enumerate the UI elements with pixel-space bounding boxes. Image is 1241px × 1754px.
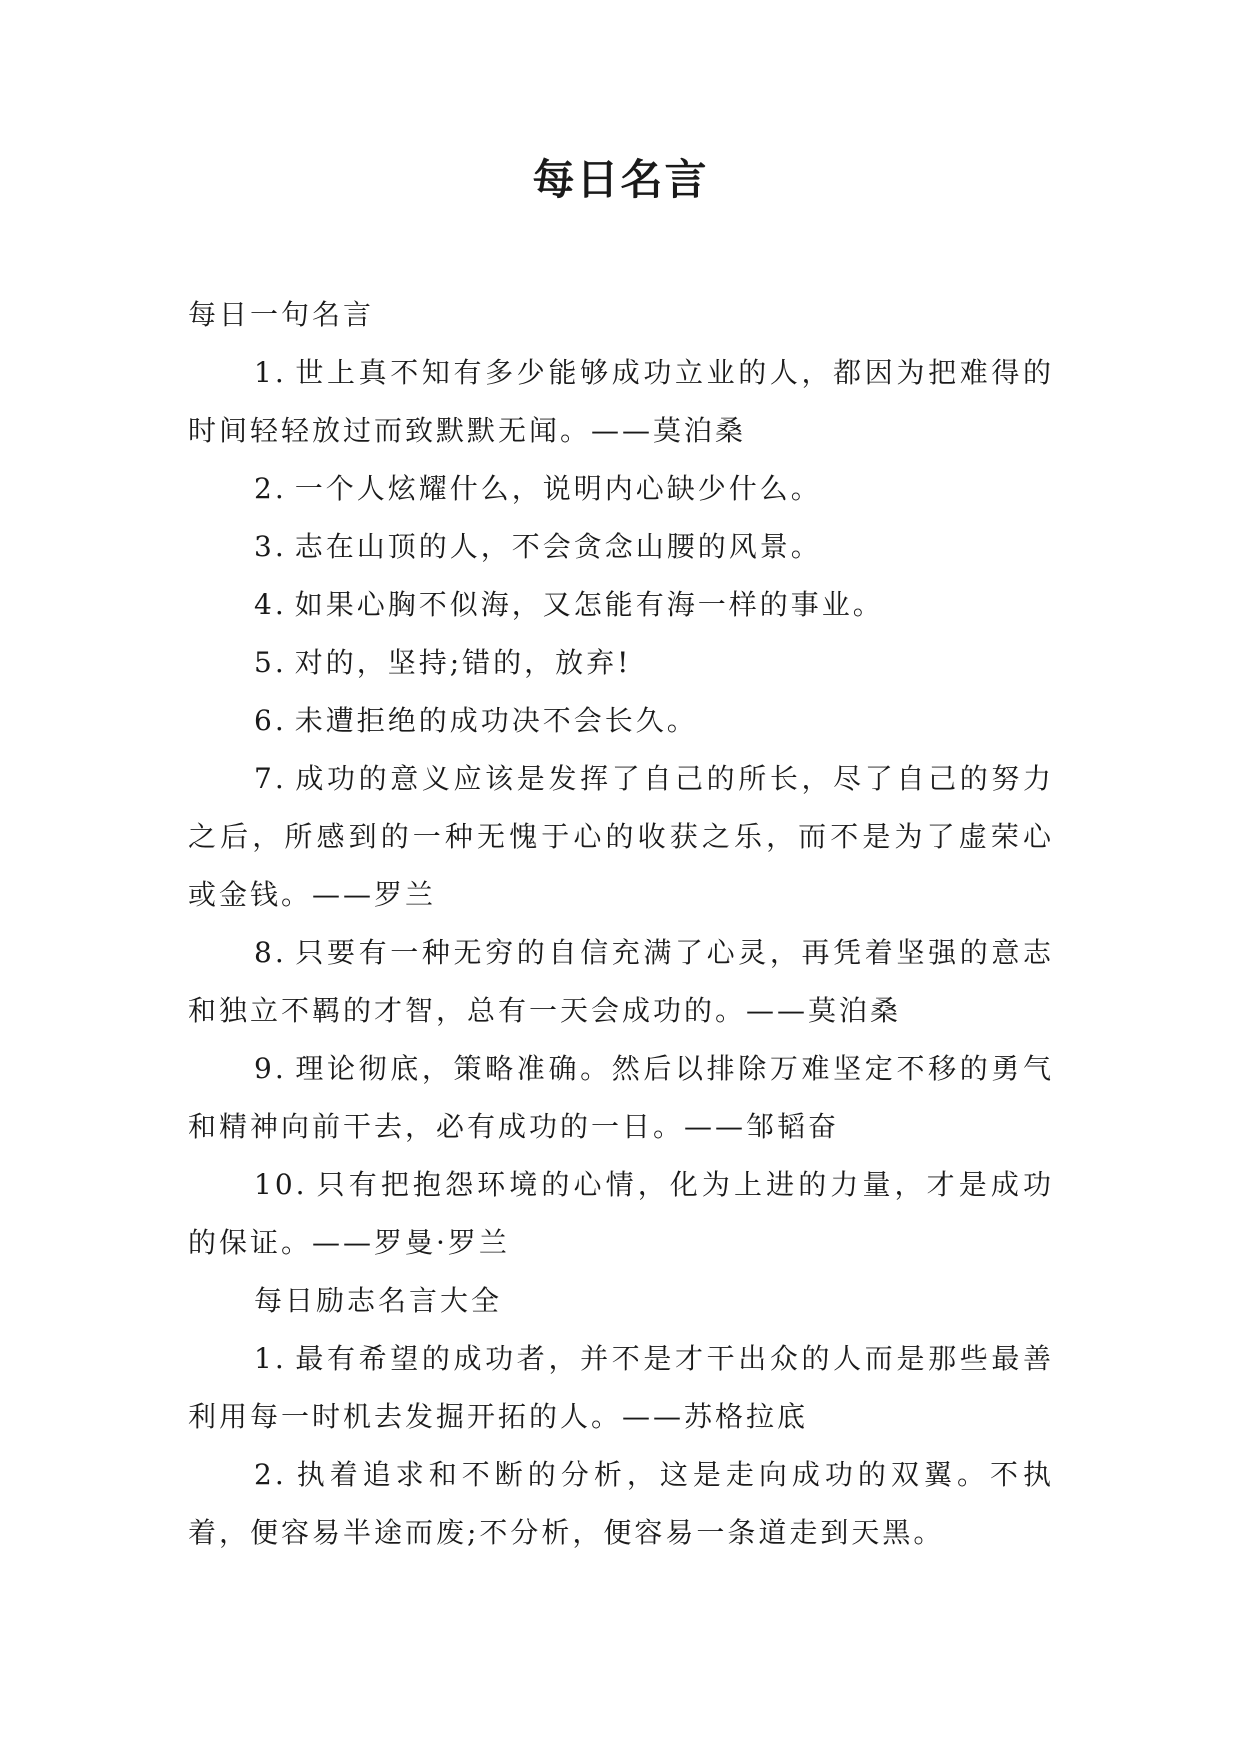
quote-text: 成功的意义应该是发挥了自己的所长，尽了自己的努力之后，所感到的一种无愧于心的收获之乐，而不是为了虚荣心或金钱。——罗兰 (188, 762, 1054, 911)
quote-item (188, 576, 1054, 634)
document-body (188, 286, 1054, 1562)
quote-number: 3. (254, 530, 287, 563)
quote-text: 一个人炫耀什么，说明内心缺少什么。 (294, 472, 822, 505)
quote-number: 6. (254, 704, 287, 737)
quote-number: 1. (254, 356, 287, 389)
quote-text: 只有把抱怨环境的心情，化为上进的力量，才是成功的保证。——罗曼·罗兰 (188, 1168, 1054, 1259)
quote-item (188, 460, 1054, 518)
quote-item (188, 1330, 1054, 1446)
quote-number: 2. (254, 1458, 287, 1491)
quote-item (188, 1156, 1054, 1272)
quote-text: 志在山顶的人，不会贪念山腰的风景。 (294, 530, 822, 563)
quote-text: 理论彻底，策略准确。然后以排除万难坚定不移的勇气和精神向前干去，必有成功的一日。——邹韬奋 (188, 1052, 1054, 1143)
quote-number: 4. (254, 588, 287, 621)
quote-item (188, 750, 1054, 924)
intro-heading: 每日一句名言 (188, 298, 375, 331)
quote-text: 世上真不知有多少能够成功立业的人，都因为把难得的时间轻轻放过而致默默无闻。——莫泊桑 (188, 356, 1054, 447)
quote-text: 对的，坚持;错的，放弃! (294, 646, 632, 679)
quote-number: 2. (254, 472, 287, 505)
quote-item (188, 518, 1054, 576)
quote-text: 执着追求和不断的分析，这是走向成功的双翼。不执着，便容易半途而废;不分析，便容易一条道走到天黑。 (188, 1458, 1054, 1549)
quote-text: 只要有一种无穷的自信充满了心灵，再凭着坚强的意志和独立不羁的才智，总有一天会成功的。——莫泊桑 (188, 936, 1054, 1027)
quote-item (188, 1040, 1054, 1156)
page-title: 每日名言 (532, 155, 709, 204)
quote-number: 7. (254, 762, 287, 795)
quote-item (188, 924, 1054, 1040)
quote-number: 10. (254, 1168, 308, 1201)
quote-text: 未遭拒绝的成功决不会长久。 (294, 704, 698, 737)
quote-number: 1. (254, 1342, 287, 1375)
quote-item (188, 344, 1054, 460)
quote-number: 5. (254, 646, 287, 679)
section-heading: 每日励志名言大全 (254, 1284, 503, 1317)
quote-item (188, 692, 1054, 750)
quote-number: 9. (254, 1052, 287, 1085)
quote-number: 8. (254, 936, 287, 969)
quote-item (188, 1446, 1054, 1562)
quote-text: 最有希望的成功者，并不是才干出众的人而是那些最善利用每一时机去发掘开拓的人。——苏格拉底 (188, 1342, 1054, 1433)
quote-text: 如果心胸不似海，又怎能有海一样的事业。 (294, 588, 884, 621)
quote-item (188, 634, 1054, 692)
